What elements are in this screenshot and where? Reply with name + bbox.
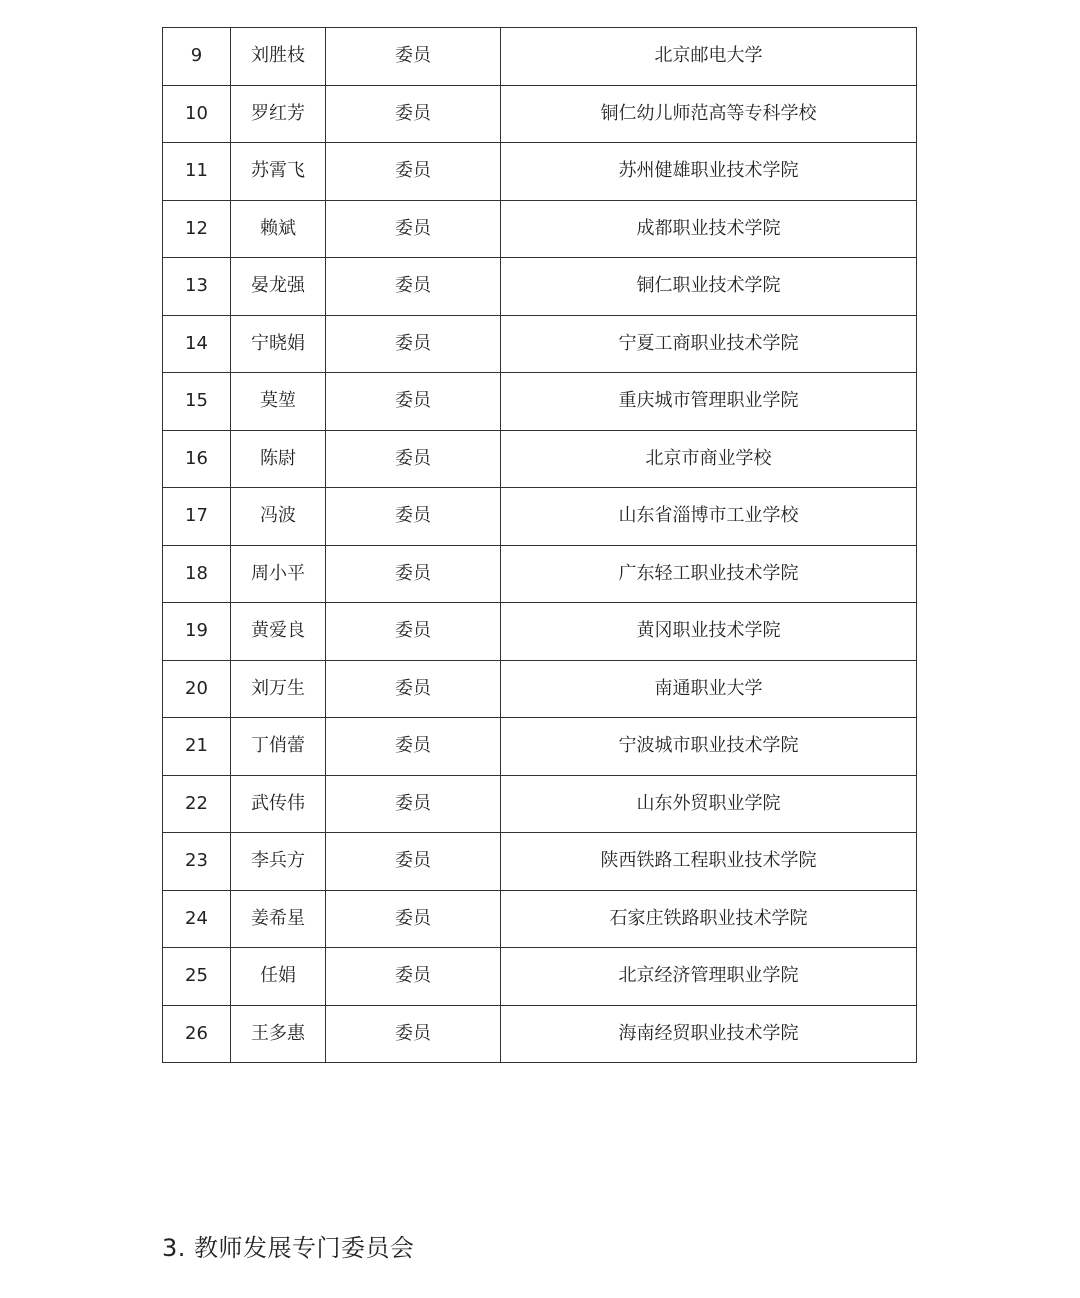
row-number: 16 <box>163 430 231 488</box>
row-number: 18 <box>163 545 231 603</box>
member-name: 武传伟 <box>231 775 326 833</box>
member-organization: 铜仁职业技术学院 <box>501 258 917 316</box>
member-role: 委员 <box>326 315 501 373</box>
member-table <box>162 27 917 1063</box>
row-number: 19 <box>163 603 231 661</box>
member-organization: 成都职业技术学院 <box>501 200 917 258</box>
member-role: 委员 <box>326 85 501 143</box>
row-number: 23 <box>163 833 231 891</box>
member-name: 宁晓娟 <box>231 315 326 373</box>
member-organization: 北京邮电大学 <box>501 28 917 86</box>
member-name: 黄爱良 <box>231 603 326 661</box>
row-number: 25 <box>163 948 231 1006</box>
member-role: 委员 <box>326 373 501 431</box>
table-row <box>163 718 917 776</box>
member-organization: 宁夏工商职业技术学院 <box>501 315 917 373</box>
member-organization: 北京市商业学校 <box>501 430 917 488</box>
table-row <box>163 890 917 948</box>
table-row <box>163 1005 917 1063</box>
member-name: 李兵方 <box>231 833 326 891</box>
row-number: 17 <box>163 488 231 546</box>
member-role: 委员 <box>326 258 501 316</box>
table-row <box>163 545 917 603</box>
member-organization: 宁波城市职业技术学院 <box>501 718 917 776</box>
member-role: 委员 <box>326 890 501 948</box>
member-organization: 北京经济管理职业学院 <box>501 948 917 1006</box>
member-role: 委员 <box>326 1005 501 1063</box>
member-role: 委员 <box>326 200 501 258</box>
row-number: 20 <box>163 660 231 718</box>
member-role: 委员 <box>326 488 501 546</box>
table-row <box>163 373 917 431</box>
table-row <box>163 315 917 373</box>
member-name: 苏霄飞 <box>231 143 326 201</box>
member-role: 委员 <box>326 775 501 833</box>
member-role: 委员 <box>326 833 501 891</box>
row-number: 15 <box>163 373 231 431</box>
member-organization: 黄冈职业技术学院 <box>501 603 917 661</box>
member-name: 刘万生 <box>231 660 326 718</box>
row-number: 21 <box>163 718 231 776</box>
member-organization: 铜仁幼儿师范高等专科学校 <box>501 85 917 143</box>
member-role: 委员 <box>326 430 501 488</box>
member-role: 委员 <box>326 660 501 718</box>
member-organization: 苏州健雄职业技术学院 <box>501 143 917 201</box>
row-number: 13 <box>163 258 231 316</box>
member-name: 周小平 <box>231 545 326 603</box>
member-role: 委员 <box>326 603 501 661</box>
member-name: 任娟 <box>231 948 326 1006</box>
member-name: 莫堃 <box>231 373 326 431</box>
table-row <box>163 200 917 258</box>
member-name: 罗红芳 <box>231 85 326 143</box>
table-row <box>163 430 917 488</box>
member-organization: 海南经贸职业技术学院 <box>501 1005 917 1063</box>
member-table-body <box>163 28 917 1063</box>
table-row <box>163 775 917 833</box>
member-name: 姜希星 <box>231 890 326 948</box>
table-row <box>163 143 917 201</box>
table-row <box>163 28 917 86</box>
table-row <box>163 258 917 316</box>
row-number: 14 <box>163 315 231 373</box>
member-name: 陈尉 <box>231 430 326 488</box>
member-organization: 石家庄铁路职业技术学院 <box>501 890 917 948</box>
row-number: 9 <box>163 28 231 86</box>
row-number: 12 <box>163 200 231 258</box>
row-number: 22 <box>163 775 231 833</box>
member-name: 赖斌 <box>231 200 326 258</box>
row-number: 26 <box>163 1005 231 1063</box>
member-name: 晏龙强 <box>231 258 326 316</box>
table-row <box>163 603 917 661</box>
table-row <box>163 833 917 891</box>
member-role: 委员 <box>326 948 501 1006</box>
table-row <box>163 85 917 143</box>
member-role: 委员 <box>326 28 501 86</box>
member-organization: 陕西铁路工程职业技术学院 <box>501 833 917 891</box>
member-name: 丁俏蕾 <box>231 718 326 776</box>
section-heading: 3. 教师发展专门委员会 <box>162 1234 415 1262</box>
row-number: 11 <box>163 143 231 201</box>
member-name: 刘胜枝 <box>231 28 326 86</box>
member-role: 委员 <box>326 143 501 201</box>
member-organization: 山东省淄博市工业学校 <box>501 488 917 546</box>
member-organization: 广东轻工职业技术学院 <box>501 545 917 603</box>
member-organization: 山东外贸职业学院 <box>501 775 917 833</box>
member-name: 冯波 <box>231 488 326 546</box>
table-row <box>163 948 917 1006</box>
member-role: 委员 <box>326 545 501 603</box>
row-number: 24 <box>163 890 231 948</box>
row-number: 10 <box>163 85 231 143</box>
table-row <box>163 488 917 546</box>
member-organization: 重庆城市管理职业学院 <box>501 373 917 431</box>
member-organization: 南通职业大学 <box>501 660 917 718</box>
table-row <box>163 660 917 718</box>
member-role: 委员 <box>326 718 501 776</box>
member-name: 王多惠 <box>231 1005 326 1063</box>
